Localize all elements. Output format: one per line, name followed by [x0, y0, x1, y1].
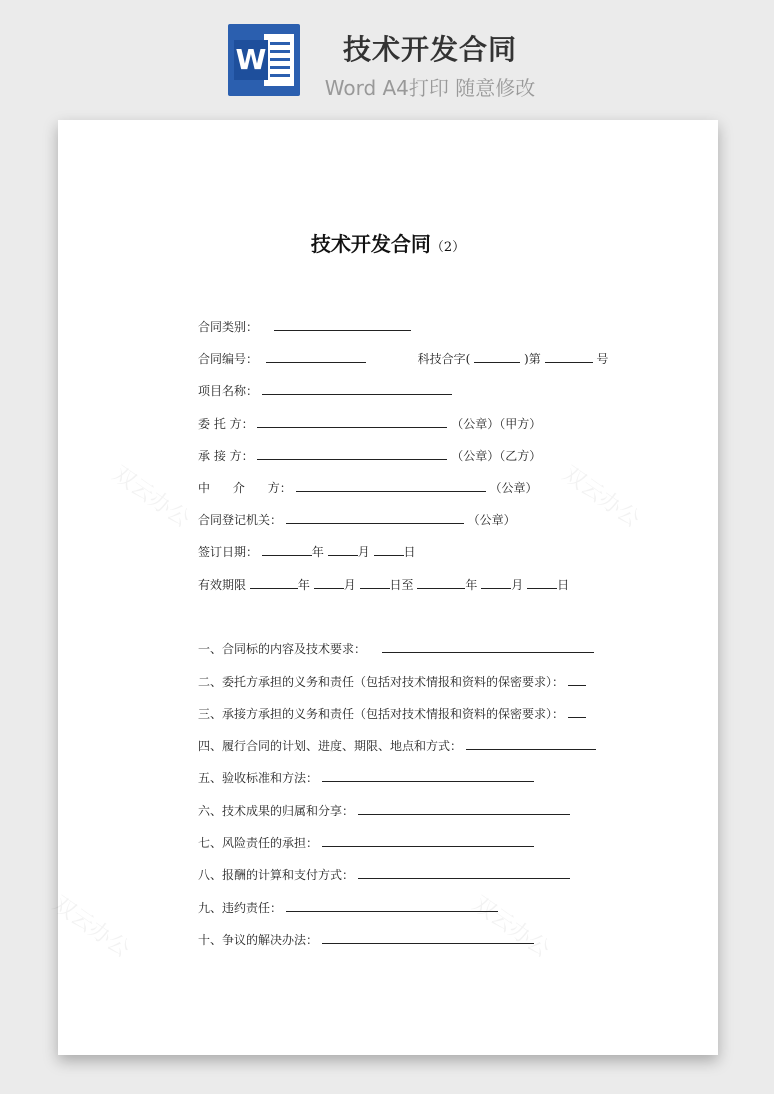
- project-name-label: 项目名称：: [198, 384, 259, 398]
- document-sheet-icon: [264, 34, 294, 86]
- validity-row: [198, 576, 569, 593]
- clause-blank[interactable]: [382, 640, 594, 653]
- page-header: [0, 0, 774, 110]
- clause-blank[interactable]: [568, 673, 586, 686]
- clause-row: [198, 802, 570, 819]
- clause-row: [198, 640, 594, 657]
- document-title-suffix: （2）: [430, 240, 466, 255]
- registration-label: 合同登记机关：: [198, 513, 283, 527]
- project-name-blank[interactable]: [262, 382, 452, 395]
- registration-row: [198, 511, 516, 528]
- signing-year-blank[interactable]: [262, 543, 312, 556]
- project-name-row: [198, 382, 452, 399]
- clause-row: [198, 673, 586, 690]
- clause-row: [198, 899, 498, 916]
- day-label: 日: [557, 578, 570, 592]
- intermediary-seal-label: （公章）: [489, 481, 538, 495]
- clause-label: 十、争议的解决办法：: [198, 933, 319, 947]
- watermark: 双云办公: [107, 461, 195, 533]
- word-letter: W: [234, 40, 268, 80]
- signing-date-row: [198, 543, 416, 560]
- clause-label: 九、违约责任：: [198, 901, 283, 915]
- clause-row: [198, 705, 586, 722]
- registration-seal-label: （公章）: [467, 513, 516, 527]
- contract-type-row: [198, 318, 411, 335]
- word-document-icon: [228, 24, 300, 96]
- intermediary-row: [198, 479, 537, 496]
- validity-end-month-blank[interactable]: [481, 576, 511, 589]
- client-label: 委 托 方：: [198, 417, 254, 431]
- tech-contract-seq-blank[interactable]: [545, 350, 593, 363]
- watermark: 双云办公: [557, 461, 645, 533]
- document-page: [47, 120, 718, 1055]
- contractor-row: [198, 447, 541, 464]
- clause-label: 一、合同标的内容及技术要求：: [198, 642, 367, 656]
- watermark: 双云办公: [467, 891, 555, 963]
- header-title: 技术开发合同: [342, 33, 517, 66]
- clause-row: [198, 931, 534, 948]
- signing-day-blank[interactable]: [374, 543, 404, 556]
- clause-label: 七、风险责任的承担：: [198, 836, 319, 850]
- validity-start-month-blank[interactable]: [314, 576, 344, 589]
- contract-type-blank[interactable]: [274, 318, 411, 331]
- month-label: 月: [343, 578, 356, 592]
- clause-blank[interactable]: [358, 866, 570, 879]
- contract-number-row: [198, 350, 608, 367]
- clause-row: [198, 769, 534, 786]
- clause-blank[interactable]: [286, 899, 498, 912]
- clause-row: [198, 834, 534, 851]
- clause-label: 二、委托方承担的义务和责任（包括对技术情报和资料的保密要求）：: [198, 675, 565, 689]
- client-blank[interactable]: [257, 415, 447, 428]
- tech-contract-year-blank[interactable]: [474, 350, 520, 363]
- clause-blank[interactable]: [322, 769, 534, 782]
- signing-month-blank[interactable]: [328, 543, 358, 556]
- clause-row: [198, 737, 596, 754]
- validity-end-day-blank[interactable]: [527, 576, 557, 589]
- year-label: 年: [297, 578, 310, 592]
- validity-start-day-blank[interactable]: [360, 576, 390, 589]
- year-label: 年: [465, 578, 478, 592]
- signing-date-label: 签订日期：: [198, 545, 259, 559]
- clause-label: 三、承接方承担的义务和责任（包括对技术情报和资料的保密要求）：: [198, 707, 565, 721]
- number-suffix: 号: [596, 352, 609, 366]
- contract-type-label: 合同类别：: [198, 320, 259, 334]
- registration-blank[interactable]: [286, 511, 464, 524]
- document-title-text: 技术开发合同: [310, 232, 431, 256]
- validity-end-year-blank[interactable]: [417, 576, 465, 589]
- clause-blank[interactable]: [322, 931, 534, 944]
- clause-label: 五、验收标准和方法：: [198, 771, 319, 785]
- intermediary-label: 中 介 方：: [198, 481, 292, 495]
- month-label: 月: [357, 545, 370, 559]
- contractor-seal-label: （公章）（乙方）: [451, 449, 542, 463]
- clause-blank[interactable]: [466, 737, 596, 750]
- contractor-blank[interactable]: [257, 447, 447, 460]
- clause-blank[interactable]: [568, 705, 586, 718]
- document-title: [58, 228, 718, 257]
- validity-label: 有效期限: [198, 578, 247, 592]
- clause-row: [198, 866, 570, 883]
- watermark: 双云办公: [47, 891, 135, 963]
- clause-blank[interactable]: [358, 802, 570, 815]
- contract-number-label: 合同编号：: [198, 352, 259, 366]
- client-seal-label: （公章）（甲方）: [451, 417, 542, 431]
- month-label: 月: [511, 578, 524, 592]
- header-subtitle: Word A4打印 随意修改: [324, 76, 536, 100]
- tech-contract-close: )第: [524, 352, 541, 366]
- client-row: [198, 415, 541, 432]
- clause-label: 四、履行合同的计划、进度、期限、地点和方式：: [198, 739, 463, 753]
- year-label: 年: [311, 545, 324, 559]
- contractor-label: 承 接 方：: [198, 449, 254, 463]
- clause-label: 八、报酬的计算和支付方式：: [198, 868, 355, 882]
- validity-start-year-blank[interactable]: [250, 576, 298, 589]
- intermediary-blank[interactable]: [296, 479, 486, 492]
- clause-blank[interactable]: [322, 834, 534, 847]
- clause-label: 六、技术成果的归属和分享：: [198, 804, 355, 818]
- day-to-label: 日至: [389, 578, 414, 592]
- contract-number-blank[interactable]: [266, 350, 366, 363]
- day-label: 日: [403, 545, 416, 559]
- tech-contract-word: 科技合字(: [417, 352, 471, 366]
